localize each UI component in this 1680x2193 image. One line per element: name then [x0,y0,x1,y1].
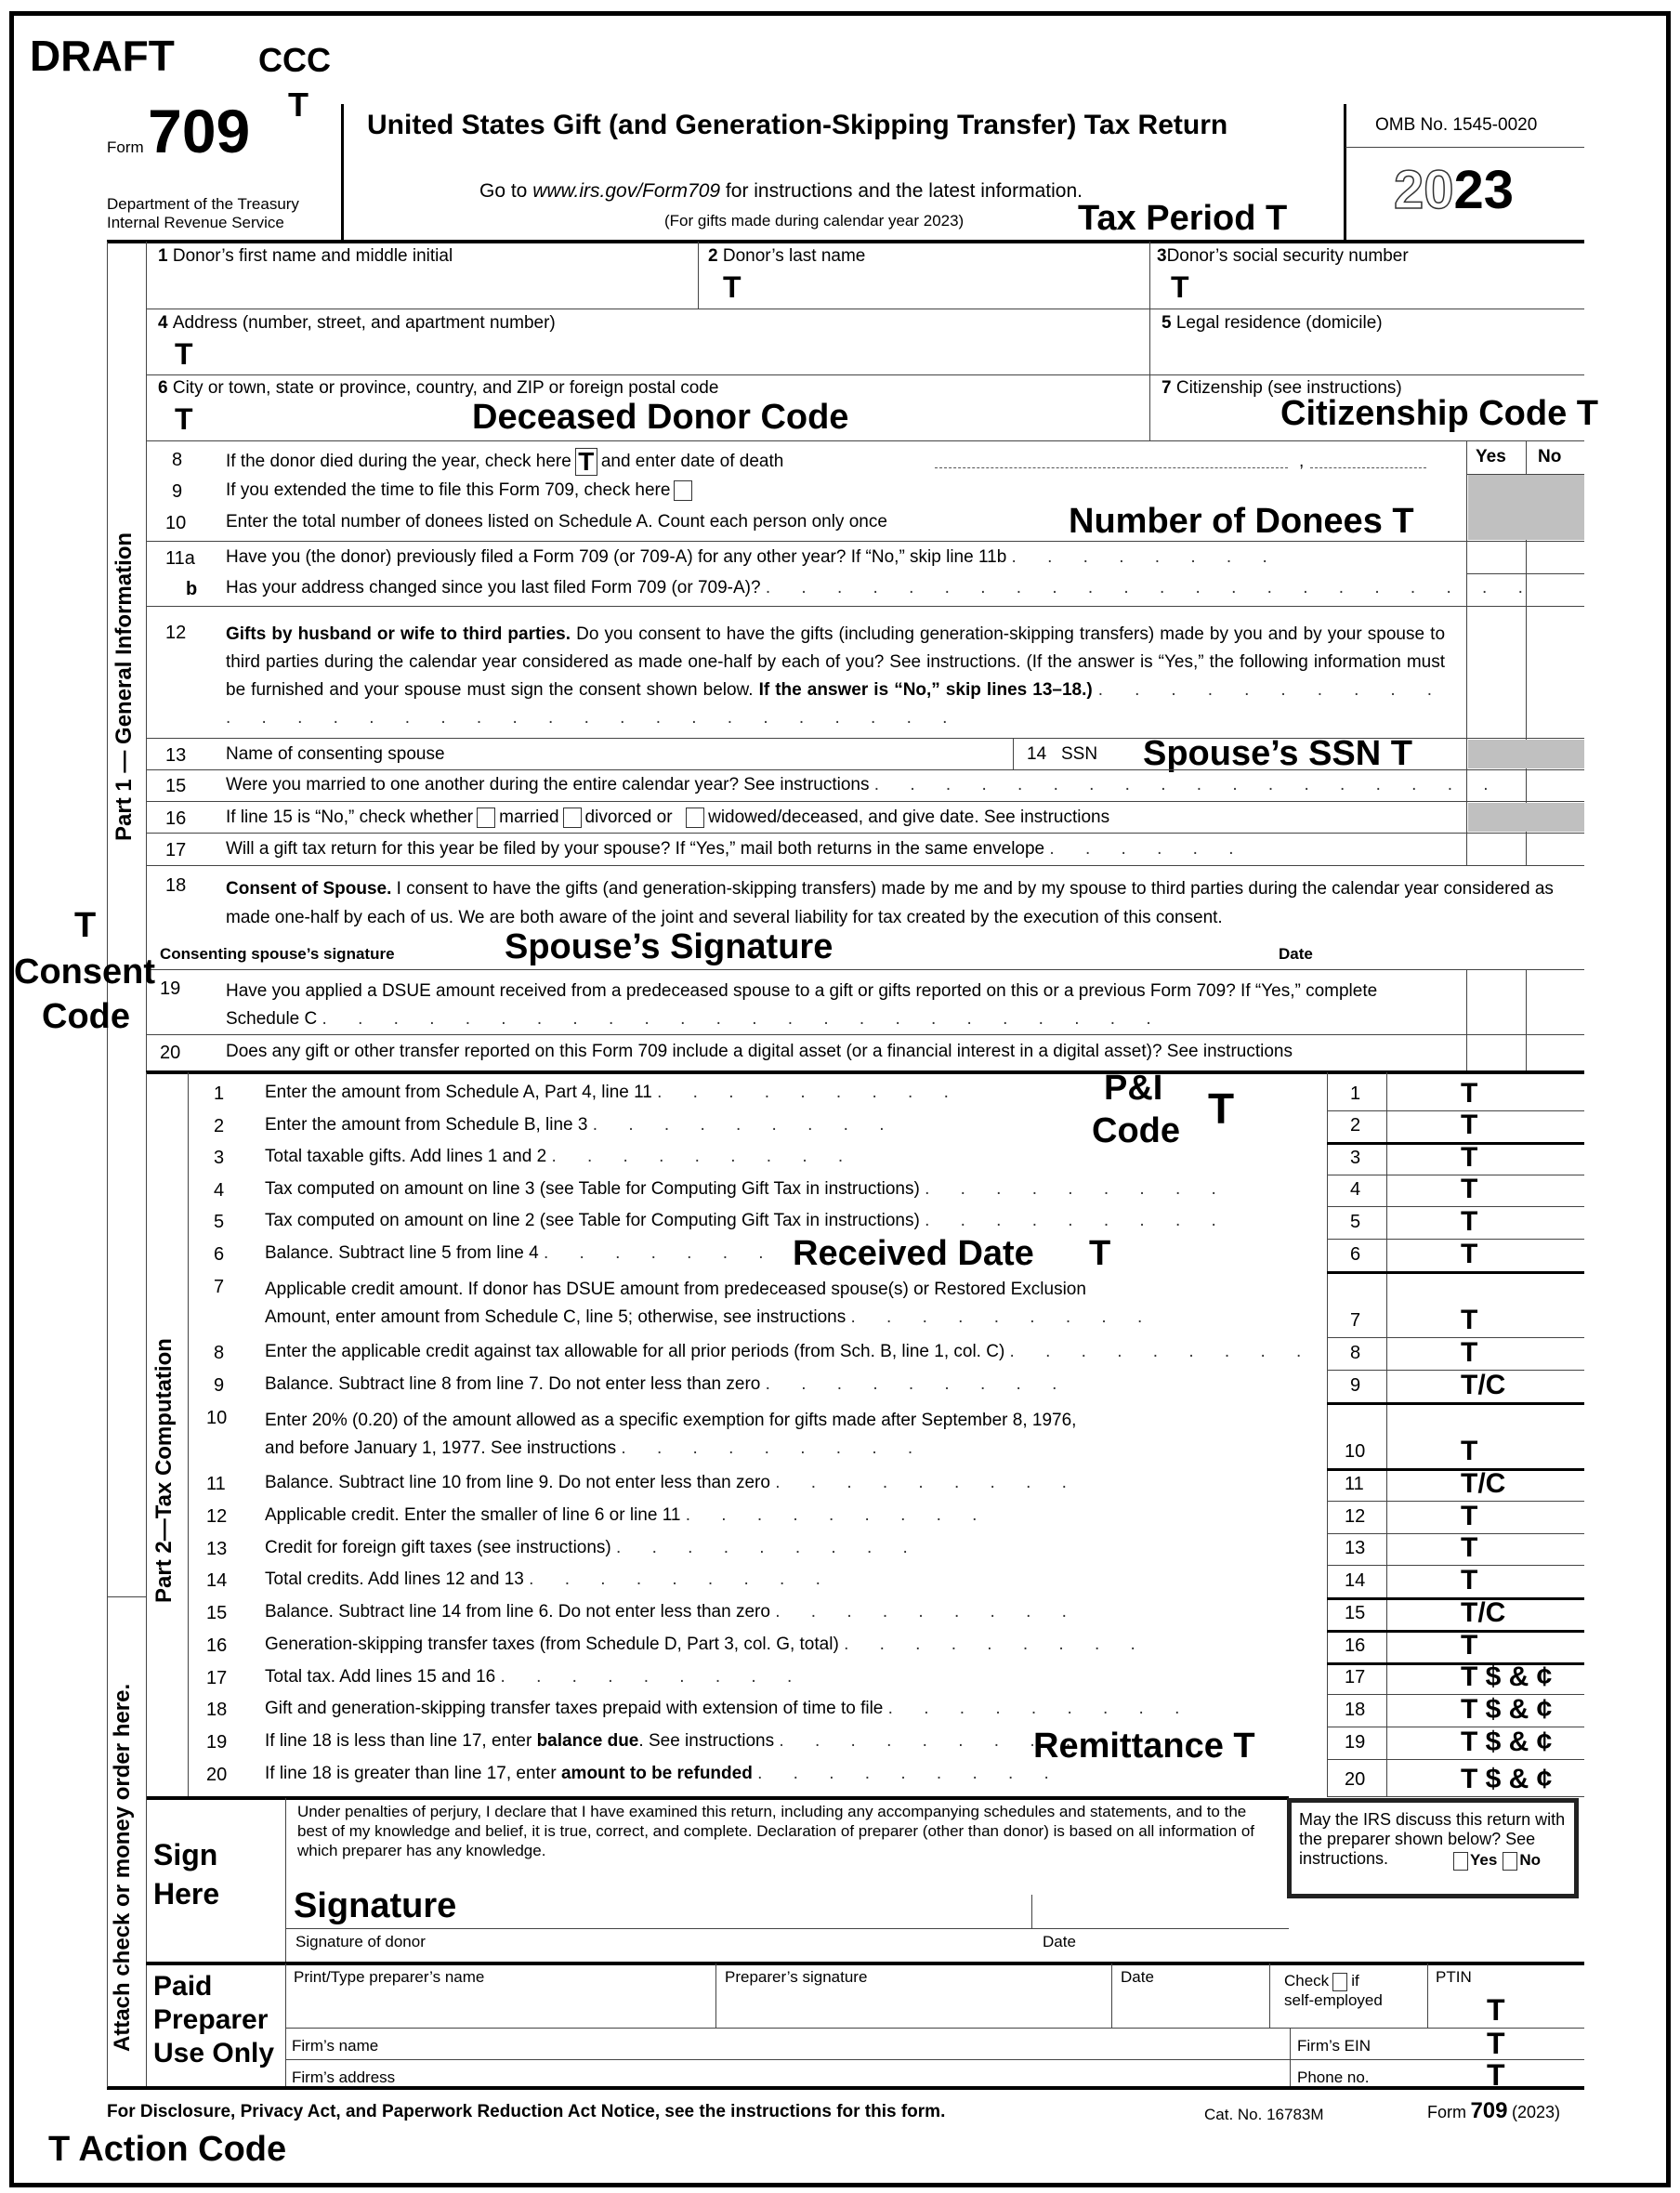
donor-signature-date-input[interactable] [1033,1896,1284,1927]
self-employed-checkbox[interactable] [1332,1973,1347,1991]
perjury-statement: Under penalties of perjury, I declare that I have examined this return, including any accompanying schedules and statements, and to the best of my knowledge and belief, it is true, correct, and complete. Declaration of preparer (other than donor) is based on all information of which preparer has any knowledge. [297,1803,1254,1859]
self-employed-check: Check if self-employed [1284,1972,1383,2009]
ptin-input[interactable]: T [1487,1993,1505,2027]
field6-label: 6 City or town, state or province, country, and ZIP or foreign postal code [158,378,719,398]
part2-box-number: 1 [1350,1083,1361,1104]
part2-box-number: 18 [1345,1700,1366,1720]
part2-line-number: 7 [214,1277,225,1297]
line11a-yes[interactable] [1468,543,1524,572]
yes-column-header: Yes [1476,447,1506,466]
preparer-signature-input[interactable] [718,1989,1109,2026]
dept-line1: Department of the Treasury [107,195,299,213]
part2-line-19-text: If line 18 is less than line 17, enter balance due. See instructions . . . . . . . . . [265,1731,1084,1751]
received-date-annotation: Received Date [793,1234,1034,1273]
line11a: Have you (the donor) previously filed a Form 709 (or 709-A) for any other year? If “No,” skip line 11b . . . . . . . . [226,547,1280,567]
line12-yes[interactable] [1468,609,1524,737]
footer-form-id: Form 709 (2023) [1427,2098,1560,2123]
line10: Enter the total number of donees listed on Schedule A. Count each person only once [226,512,887,532]
part2-box-number: 16 [1345,1635,1366,1656]
form-title: United States Gift (and Generation-Skipping Transfer) Tax Return [367,110,1228,140]
firm-name-label: Firm’s name [292,2037,379,2055]
part2-box-number: 15 [1345,1603,1366,1623]
part2-line-10-text: Enter 20% (0.20) of the amount allowed as a specific exemption for gifts made after September 8, 1976, and before January 1, 1977. See instructions . . . . . . . . . [265,1411,1077,1458]
field1-label: 1 Donor’s first name and middle initial [158,246,453,266]
deceased-donor-code-annotation: Deceased Donor Code [472,398,849,437]
cat-number: Cat. No. 16783M [1204,2106,1324,2123]
part2-line-10-amount[interactable]: T [1461,1436,1478,1466]
line12: Gifts by husband or wife to third parties. Do you consent to have the gifts (including generation-skipping transfers) made by you and by your spouse to third parties during the calendar year considered as made one-half by each of you? See instructions. (If the answer is “Yes,” the following information must be furnished and your spouse must sign the consent shown below. If the answer is “No,” skip lines 13–18.) . . . . . . . . . . . . . . . . . . . . . . . . . . . . . . . [226,624,1446,728]
firm-address-label: Firm’s address [292,2068,396,2086]
part2-line-5-amount[interactable]: T [1461,1206,1478,1237]
attach-check-label: Attach check or money order here. [110,1683,135,2052]
part2-line-2-text: Enter the amount from Schedule B, line 3 . . . . . . . . . [265,1115,898,1135]
discuss-yes-checkbox[interactable] [1453,1852,1468,1871]
part2-line-7-text: Applicable credit amount. If donor has DSUE amount from predeceased spouse(s) or Restored Exclusion Amount, enter amount from Schedule C, line 5; otherwise, see instructions . . . . . . . . . [265,1280,1156,1327]
header-divider-right [1344,104,1346,242]
discuss-no-checkbox[interactable] [1503,1852,1517,1871]
part2-line-5-text: Tax computed on amount on line 2 (see Table for Computing Gift Tax in instructions) . . . . . . . . . [265,1211,1229,1230]
divorced-checkbox[interactable] [563,808,582,828]
part2-line-8-text: Enter the applicable credit against tax allowable for all prior periods (from Sch. B, line 1, col. C) . . . . . . . . . [265,1342,1315,1361]
spouse-signature-field[interactable]: Spouse’s Signature [505,927,833,966]
part2-line-6-amount[interactable]: T [1461,1239,1478,1269]
line15-yes[interactable] [1468,771,1524,799]
part2-line-19-amount[interactable]: T $ & ¢ [1461,1727,1553,1757]
part2-line-number: 10 [206,1408,228,1428]
part2-line-18-text: Gift and generation-skipping transfer taxes prepaid with extension of time to file . . . . . . . . . [265,1699,1193,1718]
part2-line-14-text: Total credits. Add lines 12 and 13 . . . . . . . . . [265,1569,833,1589]
address-input[interactable]: T [175,337,193,371]
part2-line-8-amount[interactable]: T [1461,1337,1478,1368]
firm-ein-input[interactable]: T [1487,2027,1505,2060]
preparer-date-input[interactable] [1114,1989,1267,2026]
line20-yes[interactable] [1468,1036,1524,1070]
dept-line2: Internal Revenue Service [107,214,284,231]
part2-line-20-text: If line 18 is greater than line 17, enter amount to be refunded . . . . . . . . . [265,1764,1062,1783]
widowed-checkbox[interactable] [686,808,704,828]
line17-yes[interactable] [1468,834,1524,862]
part2-box-number: 12 [1345,1506,1366,1527]
number-of-donees-annotation: Number of Donees T [1069,502,1414,541]
part2-line-20-amount[interactable]: T $ & ¢ [1461,1764,1553,1794]
part2-line-number: 19 [206,1732,228,1753]
part2-box-number: 14 [1345,1570,1366,1591]
part2-line-12-amount[interactable]: T [1461,1501,1478,1531]
line15-no[interactable] [1528,771,1583,799]
line11b: Has your address changed since you last filed Form 709 (or 709-A)? . . . . . . . . . . . . . . . . . . . . . . [226,578,1536,597]
part2-line-4-amount[interactable]: T [1461,1174,1478,1204]
part2-line-1-text: Enter the amount from Schedule A, Part 4, line 11 . . . . . . . . . [265,1083,962,1102]
field7-label: 7 Citizenship (see instructions) [1162,378,1402,398]
donor-ssn-input[interactable]: T [1171,270,1189,304]
line19: Have you applied a DSUE amount received from a predeceased spouse to a gift or gifts reported on this or a previous Form 709? If “Yes,” complete Schedule C . . . . . . . . . . . . . . . . . . . . . . . . [226,981,1378,1029]
citizenship-code-annotation: Citizenship Code T [1280,394,1598,433]
field2-label: 2 Donor’s last name [708,246,866,266]
line13: Name of consenting spouse [226,744,445,764]
part2-line-number: 8 [214,1343,225,1363]
part2-line-14-amount[interactable]: T [1461,1565,1478,1596]
part2-line-number: 12 [206,1506,228,1527]
phone-label: Phone no. [1297,2068,1370,2086]
consenting-spouse-name-input[interactable] [520,741,1004,768]
part2-line-7-amount[interactable]: T [1461,1305,1478,1335]
ptin-label: PTIN [1436,1968,1472,1986]
part2-line-9-amount[interactable]: T/C [1461,1370,1506,1400]
field3-label: 3Donor’s social security number [1157,246,1409,266]
privacy-notice: For Disclosure, Privacy Act, and Paperwork Reduction Act Notice, see the instructions for this form. [107,2102,946,2121]
form-id [107,97,251,165]
part2-line-3-amount[interactable]: T [1461,1142,1478,1173]
part2-line-13-amount[interactable]: T [1461,1532,1478,1563]
part2-line-number: 1 [214,1083,225,1104]
consent-code-line2: Code [42,997,130,1036]
header-bottom-rule [107,240,1584,243]
part2-label: Part 2—Tax Computation [151,1338,177,1603]
tax-period-annotation: Tax Period T [1078,199,1288,238]
part2-line-17-text: Total tax. Add lines 15 and 16 . . . . . . . . . [265,1667,806,1687]
omb-number: OMB No. 1545-0020 [1375,115,1538,135]
part2-box-number: 20 [1345,1769,1366,1790]
part2-box-number: 4 [1350,1179,1361,1200]
goto-line: Go to www.irs.gov/Form709 for instructions and the latest information. [479,180,1083,202]
part2-line-number: 16 [206,1635,228,1656]
part2-line-15-text: Balance. Subtract line 14 from line 6. Do not enter less than zero . . . . . . . . . [265,1602,1080,1622]
donor-first-name-input[interactable] [149,268,697,305]
field4-label: 4 Address (number, street, and apartment number) [158,313,556,333]
part2-line-number: 18 [206,1700,228,1720]
part2-line-9-text: Balance. Subtract line 8 from line 7. Do not enter less than zero . . . . . . . . . [265,1374,1070,1394]
line11b-yes[interactable] [1468,575,1524,605]
part1-label: Part 1 — General Information [112,532,137,841]
part2-line-number: 11 [206,1474,226,1494]
part2-line-number: 14 [206,1570,228,1591]
part2-line-1-amount[interactable]: T [1461,1078,1478,1109]
irs-discuss-box: May the IRS discuss this return with the preparer shown below? See instructions. Yes No [1287,1798,1579,1898]
header-divider-left [341,104,344,242]
part2-box-number: 10 [1345,1441,1366,1462]
ccc-label: CCC [258,41,331,79]
line14-label: 14 SSN [1027,744,1098,764]
line19-no[interactable] [1528,971,1583,1032]
city-input[interactable]: T [175,402,193,436]
preparer-name-input[interactable] [288,1989,715,2021]
part2-line-number: 15 [206,1603,228,1623]
form-label: Form [107,138,144,156]
part2-line-6-text: Balance. Subtract line 5 from line 4 . . . . . . . . . [265,1243,848,1263]
consent-code-line1: Consent [14,952,155,991]
action-code-annotation: T Action Code [48,2130,287,2169]
draft-label: DRAFT [30,32,175,80]
part2-line-16-amount[interactable]: T [1461,1630,1478,1661]
part2-line-3-text: Total taxable gifts. Add lines 1 and 2 . . . . . . . . . [265,1147,857,1166]
line11b-no[interactable] [1528,575,1583,605]
part2-line-number: 4 [214,1180,225,1201]
remittance-annotation: Remittance T [1033,1727,1255,1766]
firm-ein-label: Firm’s EIN [1297,2037,1372,2055]
line8: If the donor died during the year, check here T and enter date of death [226,447,784,476]
sign-here-title: Sign Here [153,1838,220,1911]
preparer-signature-label: Preparer’s signature [725,1968,868,1986]
phone-input[interactable]: T [1487,2058,1505,2092]
part2-line-number: 20 [206,1765,228,1785]
consent-code-t: T [74,906,97,945]
consent-signature-label: Consenting spouse’s signature [160,945,395,963]
irs-url-link[interactable]: www.irs.gov/Form709 [532,180,721,202]
line18: Consent of Spouse. I consent to have the gifts (and generation-skipping transfers) made by me and by my spouse to third parties during the calendar year considered as made one-half by each of us. We are both aware of the joint and several liability for tax created by the execution of this consent. [226,879,1554,927]
firm-address-input[interactable] [409,2061,1282,2085]
part2-box-number: 8 [1350,1343,1361,1363]
part2-line-4-text: Tax computed on amount on line 3 (see Table for Computing Gift Tax in instructions) . . . . . . . . . [265,1179,1229,1199]
part2-box-number: 19 [1345,1732,1366,1753]
date-of-death-year-input[interactable] [1310,467,1426,468]
field5-label: 5 Legal residence (domicile) [1162,313,1383,333]
date-of-death-input[interactable] [935,467,1288,468]
line17-no[interactable] [1528,834,1583,862]
line20-no[interactable] [1528,1036,1583,1070]
line19-yes[interactable] [1468,971,1524,1032]
paid-preparer-title: Paid Preparer Use Only [153,1971,275,2068]
part2-box-number: 17 [1345,1667,1366,1687]
legal-residence-input[interactable] [1152,335,1580,372]
signature-of-donor-label: Signature of donor [295,1933,426,1950]
part2-line-number: 6 [214,1244,225,1265]
part2-box-number: 2 [1350,1115,1361,1136]
part2-line-number: 2 [214,1116,225,1136]
line20: Does any gift or other transfer reported on this Form 709 include a digital asset (or a financial interest in a digital asset)? See instructions [226,1042,1293,1061]
firm-name-input[interactable] [390,2030,1282,2058]
part2-line-18-amount[interactable]: T $ & ¢ [1461,1694,1553,1725]
part2-line-number: 5 [214,1212,225,1232]
donor-died-checkbox[interactable]: T [575,448,597,476]
line15: Were you married to one another during the entire calendar year? See instructions . . . . . . . . . . . . . . . . . . [226,775,1502,794]
line9: If you extended the time to file this Form 709, check here [226,480,696,501]
line17: Will a gift tax return for this year be filed by your spouse? If “Yes,” mail both returns in the same envelope . . . . . . [226,839,1247,859]
form-subtitle: (For gifts made during calendar year 2023) [664,212,965,230]
part2-line-11-text: Balance. Subtract line 10 from line 9. Do not enter less than zero . . . . . . . . . [265,1473,1080,1492]
donor-last-name-input[interactable]: T [723,270,742,304]
part2-box-number: 13 [1345,1538,1366,1558]
part2-line-15-amount[interactable]: T/C [1461,1597,1506,1628]
part2-line-number: 17 [206,1668,228,1688]
spouse-ssn-annotation[interactable]: Spouse’s SSN T [1143,734,1412,773]
pi-code-t: T [1208,1084,1235,1133]
part2-line-number: 3 [214,1148,225,1168]
preparer-date-label: Date [1121,1968,1154,1986]
line16: If line 15 is “No,” check whether married divorced or widowed/deceased, and give date. See instructions [226,808,1110,828]
part2-line-2-amount[interactable]: T [1461,1110,1478,1140]
line11a-no[interactable] [1528,543,1583,572]
preparer-name-label: Print/Type preparer’s name [294,1968,485,1986]
extension-checkbox[interactable] [674,480,692,501]
donor-signature-field[interactable]: Signature [294,1886,457,1925]
part2-line-17-amount[interactable]: T $ & ¢ [1461,1661,1553,1692]
part2-line-number: 9 [214,1375,225,1396]
pi-code-line1: P&I [1104,1069,1163,1108]
part2-line-number: 13 [206,1539,228,1559]
part2-box-number: 5 [1350,1212,1361,1232]
married-checkbox[interactable] [477,808,495,828]
pi-code-line2: Code [1092,1111,1180,1150]
part2-box-number: 3 [1350,1148,1361,1168]
part2-box-number: 7 [1350,1310,1361,1331]
part2-line-13-text: Credit for foreign gift taxes (see instructions) . . . . . . . . . [265,1538,921,1557]
consent-date-label: Date [1279,945,1313,963]
line12-no[interactable] [1528,609,1583,737]
form-number: 709 [148,97,251,165]
no-column-header: No [1538,447,1562,466]
part2-line-11-amount[interactable]: T/C [1461,1468,1506,1499]
part2-line-16-text: Generation-skipping transfer taxes (from Schedule D, Part 3, col. G, total) . . . . . . . . . [265,1635,1148,1654]
part2-box-number: 6 [1350,1244,1361,1265]
signature-date-label: Date [1043,1933,1076,1950]
part2-box-number: 11 [1345,1474,1364,1494]
received-date-t: T [1089,1234,1111,1273]
ccc-t-marker: T [288,85,308,124]
part2-line-12-text: Applicable credit. Enter the smaller of line 6 or line 11 . . . . . . . . . [265,1505,991,1525]
tax-year: 2023 [1394,160,1515,220]
part2-box-number: 9 [1350,1375,1361,1396]
